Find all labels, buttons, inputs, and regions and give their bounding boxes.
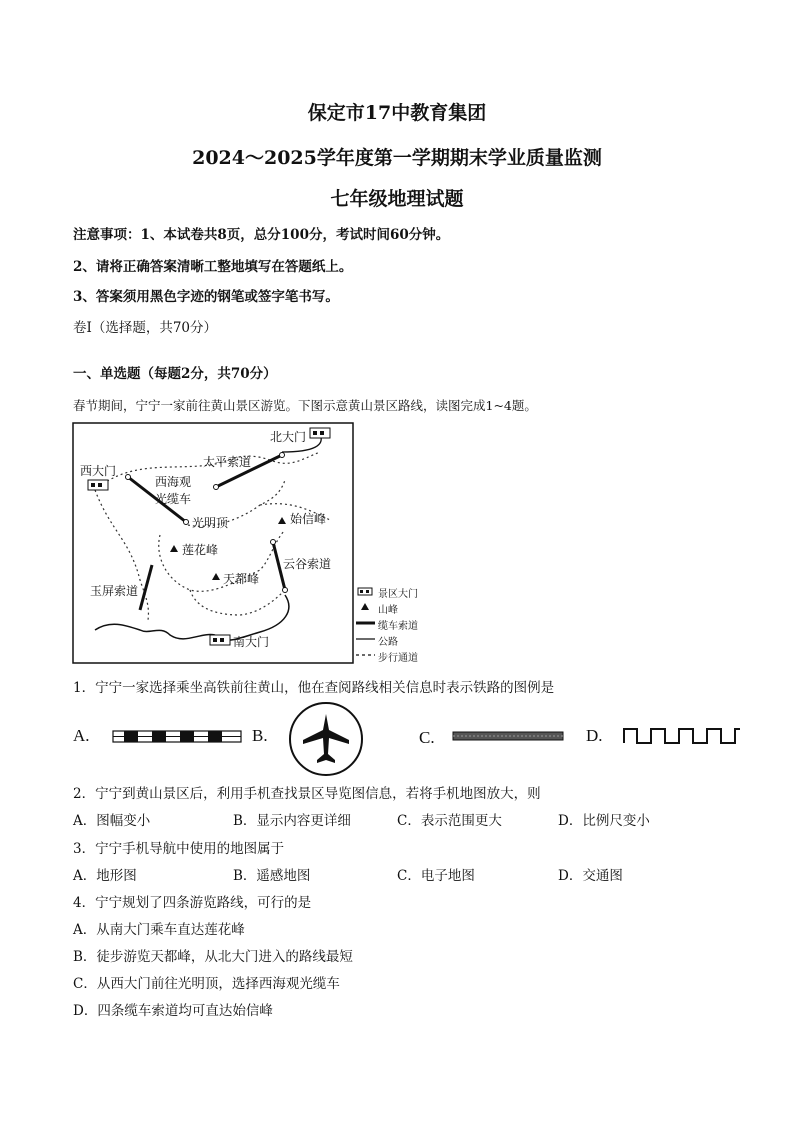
q2-option-a: A．图幅变小	[73, 813, 151, 829]
q4-option-c: C．从西大门前往光明顶，选择西海观光缆车	[73, 976, 340, 992]
q2-option-b: B．显示内容更详细	[233, 813, 351, 829]
north-gate-icon	[310, 428, 330, 438]
label-guangming-peak: 光明顶	[192, 516, 229, 530]
peak-icon	[212, 573, 220, 580]
q3-option-b: B．遥感地图	[233, 868, 311, 884]
notice-2: 2、请将正确答案清晰工整地填写在答题纸上。	[73, 259, 353, 275]
q1-stem: 1．宁宁一家选择乘坐高铁前往黄山，他在查阅路线相关信息时表示铁路的图例是	[73, 680, 555, 696]
q2-option-d: D．比例尺变小	[558, 813, 650, 829]
peak-icon	[278, 517, 286, 524]
legend-cable-label: 缆车索道	[378, 621, 418, 632]
label-tiandu-peak: 天都峰	[223, 572, 260, 586]
q1-option-a-symbol	[112, 730, 242, 744]
legend-gate-label: 景区大门	[378, 589, 418, 600]
q3-stem: 3．宁宁手机导航中使用的地图属于	[73, 841, 285, 857]
legend-peak-label: 山峰	[378, 605, 398, 616]
q3-option-c: C．电子地图	[397, 868, 475, 884]
q1-option-b-letter: B.	[252, 726, 268, 745]
label-xihai-2: 光缆车	[155, 492, 192, 506]
notice-3: 3、答案须用黑色字迹的钢笔或签字笔书写。	[73, 289, 339, 305]
q1-option-c-symbol	[452, 731, 564, 741]
q1-option-d-letter: D.	[586, 726, 603, 745]
label-south-gate: 南大门	[233, 635, 270, 649]
label-west-gate: 西大门	[80, 464, 117, 478]
q1-option-a-letter: A.	[73, 726, 90, 745]
map-legend	[356, 588, 375, 655]
section-title: 一、单选题（每题2分，共70分）	[73, 366, 277, 382]
label-xihai-1: 西海观	[155, 475, 192, 489]
q4-option-b: B．徒步游览天都峰，从北大门进入的路线最短	[73, 949, 353, 965]
label-lianhua-peak: 莲花峰	[182, 543, 219, 557]
notice-1: 注意事项：1、本试卷共8页，总分100分，考试时间60分钟。	[73, 227, 450, 243]
q1-option-c-letter: C.	[419, 728, 435, 747]
school-title: 保定市17中教育集团	[307, 102, 487, 124]
label-yuping-cableway: 玉屏索道	[90, 584, 139, 598]
exam-title: 2024～2025学年度第一学期期末学业质量监测	[192, 147, 602, 169]
subject-title: 七年级地理试题	[330, 188, 464, 210]
q4-option-a: A．从南大门乘车直达莲花峰	[73, 922, 245, 938]
q3-option-a: A．地形图	[73, 868, 137, 884]
q4-stem: 4．宁宁规划了四条游览路线，可行的是	[73, 895, 312, 911]
legend-road-label: 公路	[378, 637, 398, 648]
airplane-icon	[287, 700, 365, 778]
label-shixin-peak: 始信峰	[290, 512, 327, 526]
huangshan-map	[70, 420, 430, 665]
label-yungu-cableway: 云谷索道	[283, 557, 332, 571]
legend-trail-label: 步行通道	[378, 653, 418, 664]
peak-icon	[170, 545, 178, 552]
q4-option-d: D．四条缆车索道均可直达始信峰	[73, 1003, 273, 1019]
q3-option-d: D．交通图	[558, 868, 623, 884]
q1-option-d-symbol	[623, 727, 741, 745]
q2-stem: 2．宁宁到黄山景区后，利用手机查找景区导览图信息，若将手机地图放大，则	[73, 786, 541, 802]
south-gate-icon	[210, 635, 230, 645]
q2-option-c: C．表示范围更大	[397, 813, 502, 829]
label-taiping-cableway: 太平索道	[203, 455, 252, 469]
label-north-gate: 北大门	[270, 430, 307, 444]
volume-heading: 卷Ⅰ（选择题，共70分）	[73, 320, 218, 336]
section-intro: 春节期间，宁宁一家前往黄山景区游览。下图示意黄山景区路线，读图完成1~4题。	[73, 398, 537, 413]
west-gate-icon	[88, 480, 108, 490]
